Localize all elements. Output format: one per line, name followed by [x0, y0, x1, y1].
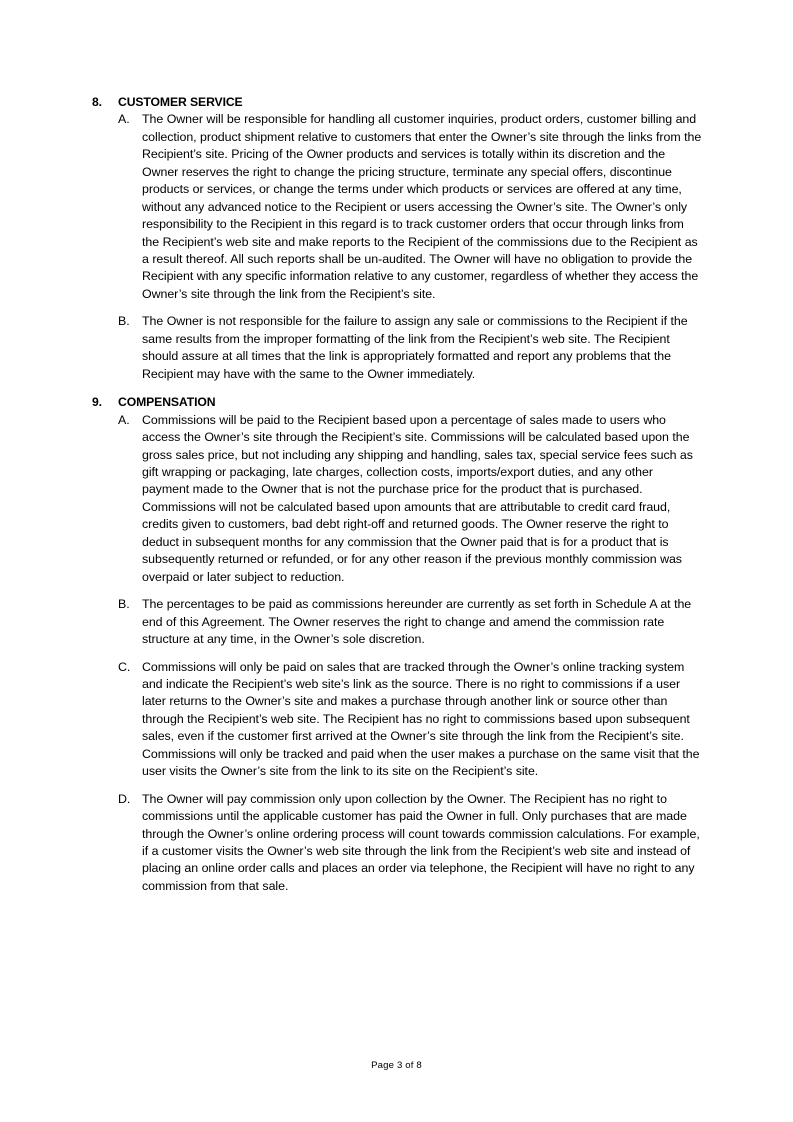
- clause-9-b: [92, 596, 702, 648]
- clause-8-a: [92, 111, 705, 303]
- clause-8-a-text: The Owner will be responsible for handling all customer inquiries, product orders, customer billing and collection, product shipment relative to customers that enter the Owner’s site through the links from the Recipient’s site. Pricing of the Owner products and services is totally within its discretion and the Owner reserves the right to change the pricing structure, terminate any special offers, discontinue products or services, or change the terms under which products or services are offered at any time, without any advanced notice to the Recipient or users accessing the Owner’s site. The Owner’s only responsibility to the Recipient in this regard is to track customer orders that occur through links from the Recipient’s web site and make reports to the Recipient of the commissions due to the Recipient as a result thereof. All such reports shall be un-audited. The Owner will have no obligation to provide the Recipient with any specific information relative to any customer, regardless of whether they access the Owner’s site through the link from the Recipient’s site.: [142, 112, 705, 301]
- section-9-number: 9.: [92, 395, 102, 410]
- clause-9-a-letter: A.: [118, 412, 130, 427]
- clause-8-b-text: The Owner is not responsible for the failure to assign any sale or commissions to the Recipient if the same results from the improper formatting of the link from the Recipient’s web site. The Recipient should assure at all times that the link is appropriately formatted and report any problems that the Recipient may have with the same to the Owner immediately.: [142, 314, 692, 381]
- section-9-heading: [92, 394, 702, 411]
- page-number-label: Page 3 of 8: [371, 1060, 422, 1071]
- clause-9-c-text: Commissions will only be paid on sales that are tracked through the Owner’s online tracking system and indicate the Recipient’s web site’s link as the source. There is no right to commissions if a user later returns to the Owner’s site and makes a purchase through another link or source other than through the Recipient’s web site. The Recipient has no right to commissions based upon subsequent sales, even if the customer first arrived at the Owner’s site through the link from the Recipient’s site. Commissions will only be tracked and paid when the user makes a purchase on the same visit that the user visits the Owner’s site from the link to its site on the Recipient’s site.: [142, 659, 703, 779]
- page-footer: [0, 1059, 793, 1072]
- clause-9-a-text: Commissions will be paid to the Recipient based upon a percentage of sales made to users who access the Owner’s site through the Recipient’s site. Commissions will be calculated based upon the gross sales price, but not including any shipping and handling, sales tax, special service fees such as gift wrapping or packaging, late charges, collection costs, imports/export duties, and any other payment made to the Owner that is not the purchase price for the product that is purchased. Commissions will not be calculated based upon amounts that are attributable to credit card fraud, credits given to customers, bad debt right-off and returned goods. The Owner reserve the right to deduct in subsequent months for any commission that the Owner paid that is for a product that is subsequently returned or refunded, or for any other reason if the previous monthly commission was overpaid or later subject to reduction.: [142, 412, 697, 584]
- clause-8-b-letter: B.: [118, 314, 130, 329]
- clause-9-d-text: The Owner will pay commission only upon collection by the Owner. The Recipient has no right to commissions until the applicable customer has paid the Owner in full. Only purchases that are made through the Owner’s online ordering process will count towards commission calculations. For example, if a customer visits the Owner’s web site through the link from the Recipient’s web site and instead of placing an online order calls and places an order via telephone, the Recipient will have no right to any commission from that sale.: [142, 791, 704, 893]
- clause-9-c: [92, 659, 702, 781]
- section-8-clauses: [92, 111, 705, 383]
- section-8-heading: [92, 94, 702, 111]
- clause-9-d-letter: D.: [118, 791, 131, 806]
- clause-9-b-text: The percentages to be paid as commissions hereunder are currently as set forth in Schedule A at the end of this Agreement. The Owner reserves the right to change and amend the commission rate structure at any time, in the Owner’s sole discretion.: [142, 597, 695, 647]
- document-body: [92, 94, 705, 906]
- clause-9-a: [92, 412, 702, 587]
- section-9: [92, 394, 702, 895]
- clause-8-a-letter: A.: [118, 112, 130, 127]
- clause-9-c-letter: C.: [118, 659, 131, 674]
- clause-8-b: [92, 313, 702, 383]
- section-8: [92, 94, 705, 383]
- section-8-title: CUSTOMER SERVICE: [118, 95, 243, 109]
- section-9-clauses: [92, 412, 702, 896]
- clause-9-b-letter: B.: [118, 597, 130, 612]
- section-8-number: 8.: [92, 95, 102, 109]
- section-9-title: COMPENSATION: [118, 395, 216, 410]
- clause-9-d: [92, 791, 702, 896]
